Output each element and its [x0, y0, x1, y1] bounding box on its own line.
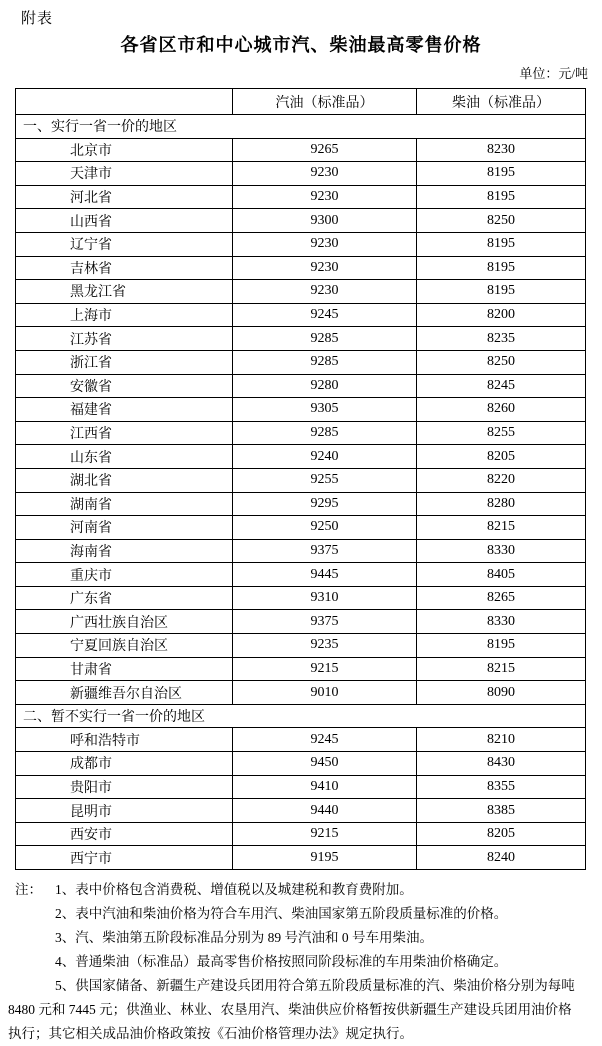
region-cell: 重庆市	[16, 563, 233, 587]
region-cell: 浙江省	[16, 350, 233, 374]
gasoline-price-cell: 9230	[233, 280, 417, 304]
table-row	[16, 492, 586, 516]
region-cell: 江西省	[16, 421, 233, 445]
section-header-label: 二、暂不实行一省一价的地区	[16, 704, 586, 728]
diesel-price-cell: 8265	[417, 586, 586, 610]
table-row	[16, 516, 586, 540]
notes-label: 注：	[15, 882, 42, 897]
region-cell: 山东省	[16, 445, 233, 469]
diesel-price-cell: 8330	[417, 610, 586, 634]
gasoline-price-cell: 9375	[233, 610, 417, 634]
diesel-price-cell: 8250	[417, 209, 586, 233]
gasoline-price-cell: 9235	[233, 634, 417, 658]
gasoline-price-cell: 9295	[233, 492, 417, 516]
table-row	[16, 634, 586, 658]
gasoline-price-cell: 9230	[233, 162, 417, 186]
note-line-4: 4、普通柴油（标准品）最高零售价格按照同阶段标准的车用柴油价格确定。	[55, 954, 508, 969]
price-table	[15, 88, 586, 870]
region-cell: 天津市	[16, 162, 233, 186]
gasoline-price-cell: 9215	[233, 657, 417, 681]
gasoline-price-cell: 9215	[233, 822, 417, 846]
column-header-gasoline: 汽油（标准品）	[233, 89, 417, 115]
gasoline-price-cell: 9255	[233, 468, 417, 492]
region-cell: 安徽省	[16, 374, 233, 398]
gasoline-price-cell: 9245	[233, 303, 417, 327]
region-cell: 湖北省	[16, 468, 233, 492]
table-row	[16, 752, 586, 776]
table-row	[16, 775, 586, 799]
table-row	[16, 350, 586, 374]
table-row	[16, 256, 586, 280]
note-line-1: 1、表中价格包含消费税、增值税以及城建税和教育费附加。	[55, 882, 413, 897]
table-row	[16, 728, 586, 752]
region-cell: 吉林省	[16, 256, 233, 280]
table-row	[16, 799, 586, 823]
gasoline-price-cell: 9410	[233, 775, 417, 799]
gasoline-price-cell: 9230	[233, 185, 417, 209]
gasoline-price-cell: 9310	[233, 586, 417, 610]
page-title: 各省区市和中心城市汽、柴油最高零售价格	[120, 35, 482, 55]
diesel-price-cell: 8195	[417, 634, 586, 658]
gasoline-price-cell: 9250	[233, 516, 417, 540]
table-row	[16, 209, 586, 233]
gasoline-price-cell: 9230	[233, 256, 417, 280]
table-row	[16, 445, 586, 469]
region-cell: 新疆维吾尔自治区	[16, 681, 233, 705]
region-cell: 呼和浩特市	[16, 728, 233, 752]
diesel-price-cell: 8255	[417, 421, 586, 445]
note-line-5: 5、供国家储备、新疆生产建设兵团用符合第五阶段质量标准的汽、柴油价格分别为每吨	[55, 978, 575, 993]
diesel-price-cell: 8195	[417, 162, 586, 186]
note-line-6: 8480 元和 7445 元；供渔业、林业、农垦用汽、柴油供应价格暂按供新疆生产建设兵团用油价格	[8, 1002, 572, 1017]
gasoline-price-cell: 9450	[233, 752, 417, 776]
diesel-price-cell: 8260	[417, 398, 586, 422]
gasoline-price-cell: 9285	[233, 327, 417, 351]
diesel-price-cell: 8385	[417, 799, 586, 823]
table-row	[16, 586, 586, 610]
diesel-price-cell: 8205	[417, 822, 586, 846]
table-row	[16, 421, 586, 445]
diesel-price-cell: 8405	[417, 563, 586, 587]
gasoline-price-cell: 9230	[233, 232, 417, 256]
region-cell: 贵阳市	[16, 775, 233, 799]
section-header-row	[16, 115, 586, 139]
diesel-price-cell: 8205	[417, 445, 586, 469]
region-cell: 宁夏回族自治区	[16, 634, 233, 658]
region-cell: 上海市	[16, 303, 233, 327]
table-row	[16, 374, 586, 398]
diesel-price-cell: 8280	[417, 492, 586, 516]
gasoline-price-cell: 9265	[233, 138, 417, 162]
diesel-price-cell: 8210	[417, 728, 586, 752]
gasoline-price-cell: 9010	[233, 681, 417, 705]
diesel-price-cell: 8220	[417, 468, 586, 492]
region-cell: 河南省	[16, 516, 233, 540]
diesel-price-cell: 8195	[417, 185, 586, 209]
table-row	[16, 138, 586, 162]
diesel-price-cell: 8090	[417, 681, 586, 705]
diesel-price-cell: 8230	[417, 138, 586, 162]
table-row	[16, 398, 586, 422]
gasoline-price-cell: 9305	[233, 398, 417, 422]
region-cell: 湖南省	[16, 492, 233, 516]
column-header-region	[16, 89, 233, 115]
table-row	[16, 563, 586, 587]
region-cell: 昆明市	[16, 799, 233, 823]
region-cell: 黑龙江省	[16, 280, 233, 304]
table-row	[16, 162, 586, 186]
table-row	[16, 185, 586, 209]
notes-block	[8, 878, 596, 1046]
diesel-price-cell: 8195	[417, 256, 586, 280]
region-cell: 江苏省	[16, 327, 233, 351]
diesel-price-cell: 8235	[417, 327, 586, 351]
region-cell: 福建省	[16, 398, 233, 422]
region-cell: 甘肃省	[16, 657, 233, 681]
diesel-price-cell: 8330	[417, 539, 586, 563]
attachment-label: 附表	[21, 11, 54, 27]
table-row	[16, 539, 586, 563]
region-cell: 西安市	[16, 822, 233, 846]
gasoline-price-cell: 9285	[233, 421, 417, 445]
section-header-row	[16, 704, 586, 728]
table-row	[16, 657, 586, 681]
table-row	[16, 681, 586, 705]
note-line-3: 3、汽、柴油第五阶段标准品分别为 89 号汽油和 0 号车用柴油。	[55, 930, 433, 945]
table-row	[16, 468, 586, 492]
diesel-price-cell: 8240	[417, 846, 586, 870]
diesel-price-cell: 8195	[417, 280, 586, 304]
region-cell: 广西壮族自治区	[16, 610, 233, 634]
diesel-price-cell: 8200	[417, 303, 586, 327]
diesel-price-cell: 8250	[417, 350, 586, 374]
diesel-price-cell: 8430	[417, 752, 586, 776]
gasoline-price-cell: 9195	[233, 846, 417, 870]
gasoline-price-cell: 9440	[233, 799, 417, 823]
table-row	[16, 303, 586, 327]
region-cell: 河北省	[16, 185, 233, 209]
gasoline-price-cell: 9280	[233, 374, 417, 398]
section-header-label: 一、实行一省一价的地区	[16, 115, 586, 139]
region-cell: 北京市	[16, 138, 233, 162]
table-row	[16, 280, 586, 304]
table-header-row	[16, 89, 586, 115]
diesel-price-cell: 8245	[417, 374, 586, 398]
region-cell: 成都市	[16, 752, 233, 776]
region-cell: 山西省	[16, 209, 233, 233]
gasoline-price-cell: 9285	[233, 350, 417, 374]
column-header-diesel: 柴油（标准品）	[417, 89, 586, 115]
gasoline-price-cell: 9300	[233, 209, 417, 233]
gasoline-price-cell: 9375	[233, 539, 417, 563]
table-row	[16, 610, 586, 634]
diesel-price-cell: 8355	[417, 775, 586, 799]
region-cell: 海南省	[16, 539, 233, 563]
note-line-2: 2、表中汽油和柴油价格为符合车用汽、柴油国家第五阶段质量标准的价格。	[55, 906, 508, 921]
region-cell: 广东省	[16, 586, 233, 610]
gasoline-price-cell: 9240	[233, 445, 417, 469]
diesel-price-cell: 8215	[417, 516, 586, 540]
note-line-7: 执行；其它相关成品油价格政策按《石油价格管理办法》规定执行。	[8, 1026, 413, 1041]
diesel-price-cell: 8195	[417, 232, 586, 256]
region-cell: 辽宁省	[16, 232, 233, 256]
gasoline-price-cell: 9245	[233, 728, 417, 752]
table-row	[16, 846, 586, 870]
diesel-price-cell: 8215	[417, 657, 586, 681]
table-row	[16, 327, 586, 351]
table-row	[16, 232, 586, 256]
region-cell: 西宁市	[16, 846, 233, 870]
unit-label: 单位：元/吨	[519, 66, 588, 81]
gasoline-price-cell: 9445	[233, 563, 417, 587]
table-row	[16, 822, 586, 846]
